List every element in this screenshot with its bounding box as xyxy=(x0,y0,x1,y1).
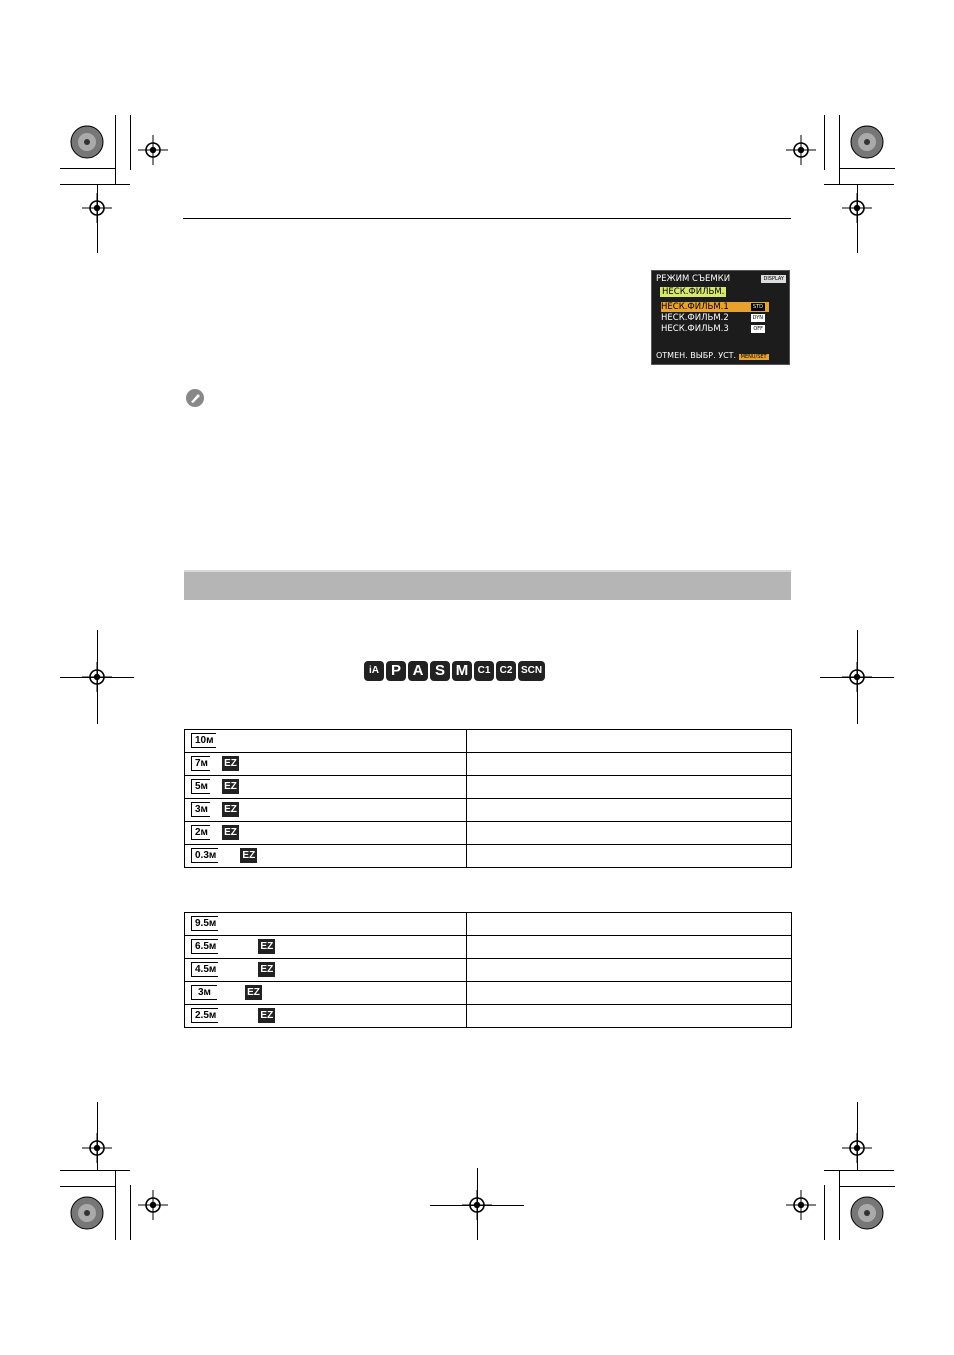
crop-line xyxy=(857,185,858,253)
table-row xyxy=(185,845,792,868)
menu-title: РЕЖИМ СЪЕМКИ xyxy=(656,274,731,284)
crop-line xyxy=(857,1102,858,1170)
picture-size-table-3x2 xyxy=(184,912,792,1028)
camera-menu-screen xyxy=(651,270,790,365)
color-target-bottom-right xyxy=(850,1196,884,1230)
mode-scn-icon: SCN xyxy=(518,661,545,681)
picture-size-icon: 2м xyxy=(191,825,210,840)
menu-option-label: НЕСК.ФИЛЬМ.3 xyxy=(661,324,729,334)
menu-option-2 xyxy=(661,313,769,323)
mode-p-icon: P xyxy=(386,661,406,681)
crop-line xyxy=(60,168,115,169)
menu-title-bar xyxy=(656,274,786,285)
crop-line xyxy=(840,1186,895,1187)
table-row xyxy=(185,936,792,959)
table-row xyxy=(185,753,792,776)
crop-line xyxy=(130,1185,131,1240)
crop-line xyxy=(60,1170,130,1171)
extended-zoom-icon: EZ xyxy=(222,802,239,817)
menu-option-1 xyxy=(661,302,769,312)
crop-line xyxy=(820,677,894,678)
menu-option-3 xyxy=(661,324,769,334)
crop-line xyxy=(115,1170,116,1240)
color-target-top-right xyxy=(850,125,884,159)
crop-line xyxy=(824,1185,825,1240)
table-row xyxy=(185,913,792,936)
crop-line xyxy=(130,115,131,170)
footer-select: ВЫБР. xyxy=(690,351,716,360)
extended-zoom-icon: EZ xyxy=(258,962,275,977)
table-row xyxy=(185,959,792,982)
extended-zoom-icon: EZ xyxy=(222,825,239,840)
crop-line xyxy=(839,1170,840,1240)
table-row xyxy=(185,982,792,1005)
crop-line xyxy=(97,185,98,253)
crop-line xyxy=(60,677,134,678)
crop-line xyxy=(60,1186,115,1187)
table-row xyxy=(185,1005,792,1028)
note-pencil-icon xyxy=(186,389,204,407)
registration-mark-bottom-right xyxy=(786,1190,816,1220)
picture-size-icon: 3м xyxy=(191,802,210,817)
picture-size-icon: 6.5м xyxy=(191,939,218,954)
extended-zoom-icon: EZ xyxy=(222,756,239,771)
menu-option-value: STD xyxy=(752,304,763,310)
submenu-title-text: НЕСК.ФИЛЬМ. xyxy=(662,287,725,297)
mode-s-icon: S xyxy=(430,661,450,681)
registration-mark-bottom-left xyxy=(138,1190,168,1220)
mode-ia-icon: iA xyxy=(364,661,384,681)
crop-line xyxy=(824,115,825,170)
picture-size-icon: 7м xyxy=(191,756,210,771)
mode-c2-icon: C2 xyxy=(496,661,516,681)
table-row xyxy=(185,730,792,753)
menu-option-value: DYN xyxy=(752,315,763,321)
mode-a-icon: A xyxy=(408,661,428,681)
picture-size-table-4x3 xyxy=(184,729,792,868)
footer-cancel: ОТМЕН. xyxy=(656,351,688,360)
crop-line xyxy=(824,184,894,185)
footer-set: УСТ. xyxy=(718,351,737,360)
color-target-top-left xyxy=(70,125,104,159)
extended-zoom-icon: EZ xyxy=(258,939,275,954)
mode-c1-icon: C1 xyxy=(474,661,494,681)
table-row xyxy=(185,776,792,799)
crop-line xyxy=(839,115,840,185)
picture-size-icon: 0.3м xyxy=(191,848,218,863)
picture-size-icon: 5м xyxy=(191,779,210,794)
applicable-modes xyxy=(364,661,545,681)
extended-zoom-icon: EZ xyxy=(245,985,262,1000)
table-row xyxy=(185,822,792,845)
registration-mark-top-right xyxy=(786,135,816,165)
section-header-bar xyxy=(184,570,791,600)
crop-line xyxy=(60,184,130,185)
color-target-bottom-left xyxy=(70,1196,104,1230)
picture-size-icon: 10м xyxy=(191,733,216,748)
mode-m-icon: M xyxy=(452,661,472,681)
crop-line xyxy=(115,115,116,185)
picture-size-icon: 2.5м xyxy=(191,1008,218,1023)
menu-footer xyxy=(656,351,786,361)
registration-mark-top-left xyxy=(138,135,168,165)
footer-set-button: MENU/SET xyxy=(740,354,767,360)
extended-zoom-icon: EZ xyxy=(240,848,257,863)
extended-zoom-icon: EZ xyxy=(258,1008,275,1023)
crop-line xyxy=(840,168,895,169)
menu-option-label: НЕСК.ФИЛЬМ.1 xyxy=(661,302,729,312)
extended-zoom-icon: EZ xyxy=(222,779,239,794)
picture-size-icon: 9.5м xyxy=(191,916,218,931)
header-rule xyxy=(183,218,791,219)
menu-option-value: OFF xyxy=(753,326,763,332)
crop-line xyxy=(824,1170,894,1171)
picture-size-icon: 3м xyxy=(191,985,217,1000)
crop-line xyxy=(97,1102,98,1170)
submenu-title xyxy=(660,287,726,297)
display-button: DISPLAY xyxy=(763,276,784,282)
table-row xyxy=(185,799,792,822)
picture-size-icon: 4.5м xyxy=(191,962,218,977)
crop-line xyxy=(477,1168,478,1240)
menu-option-label: НЕСК.ФИЛЬМ.2 xyxy=(661,313,729,323)
